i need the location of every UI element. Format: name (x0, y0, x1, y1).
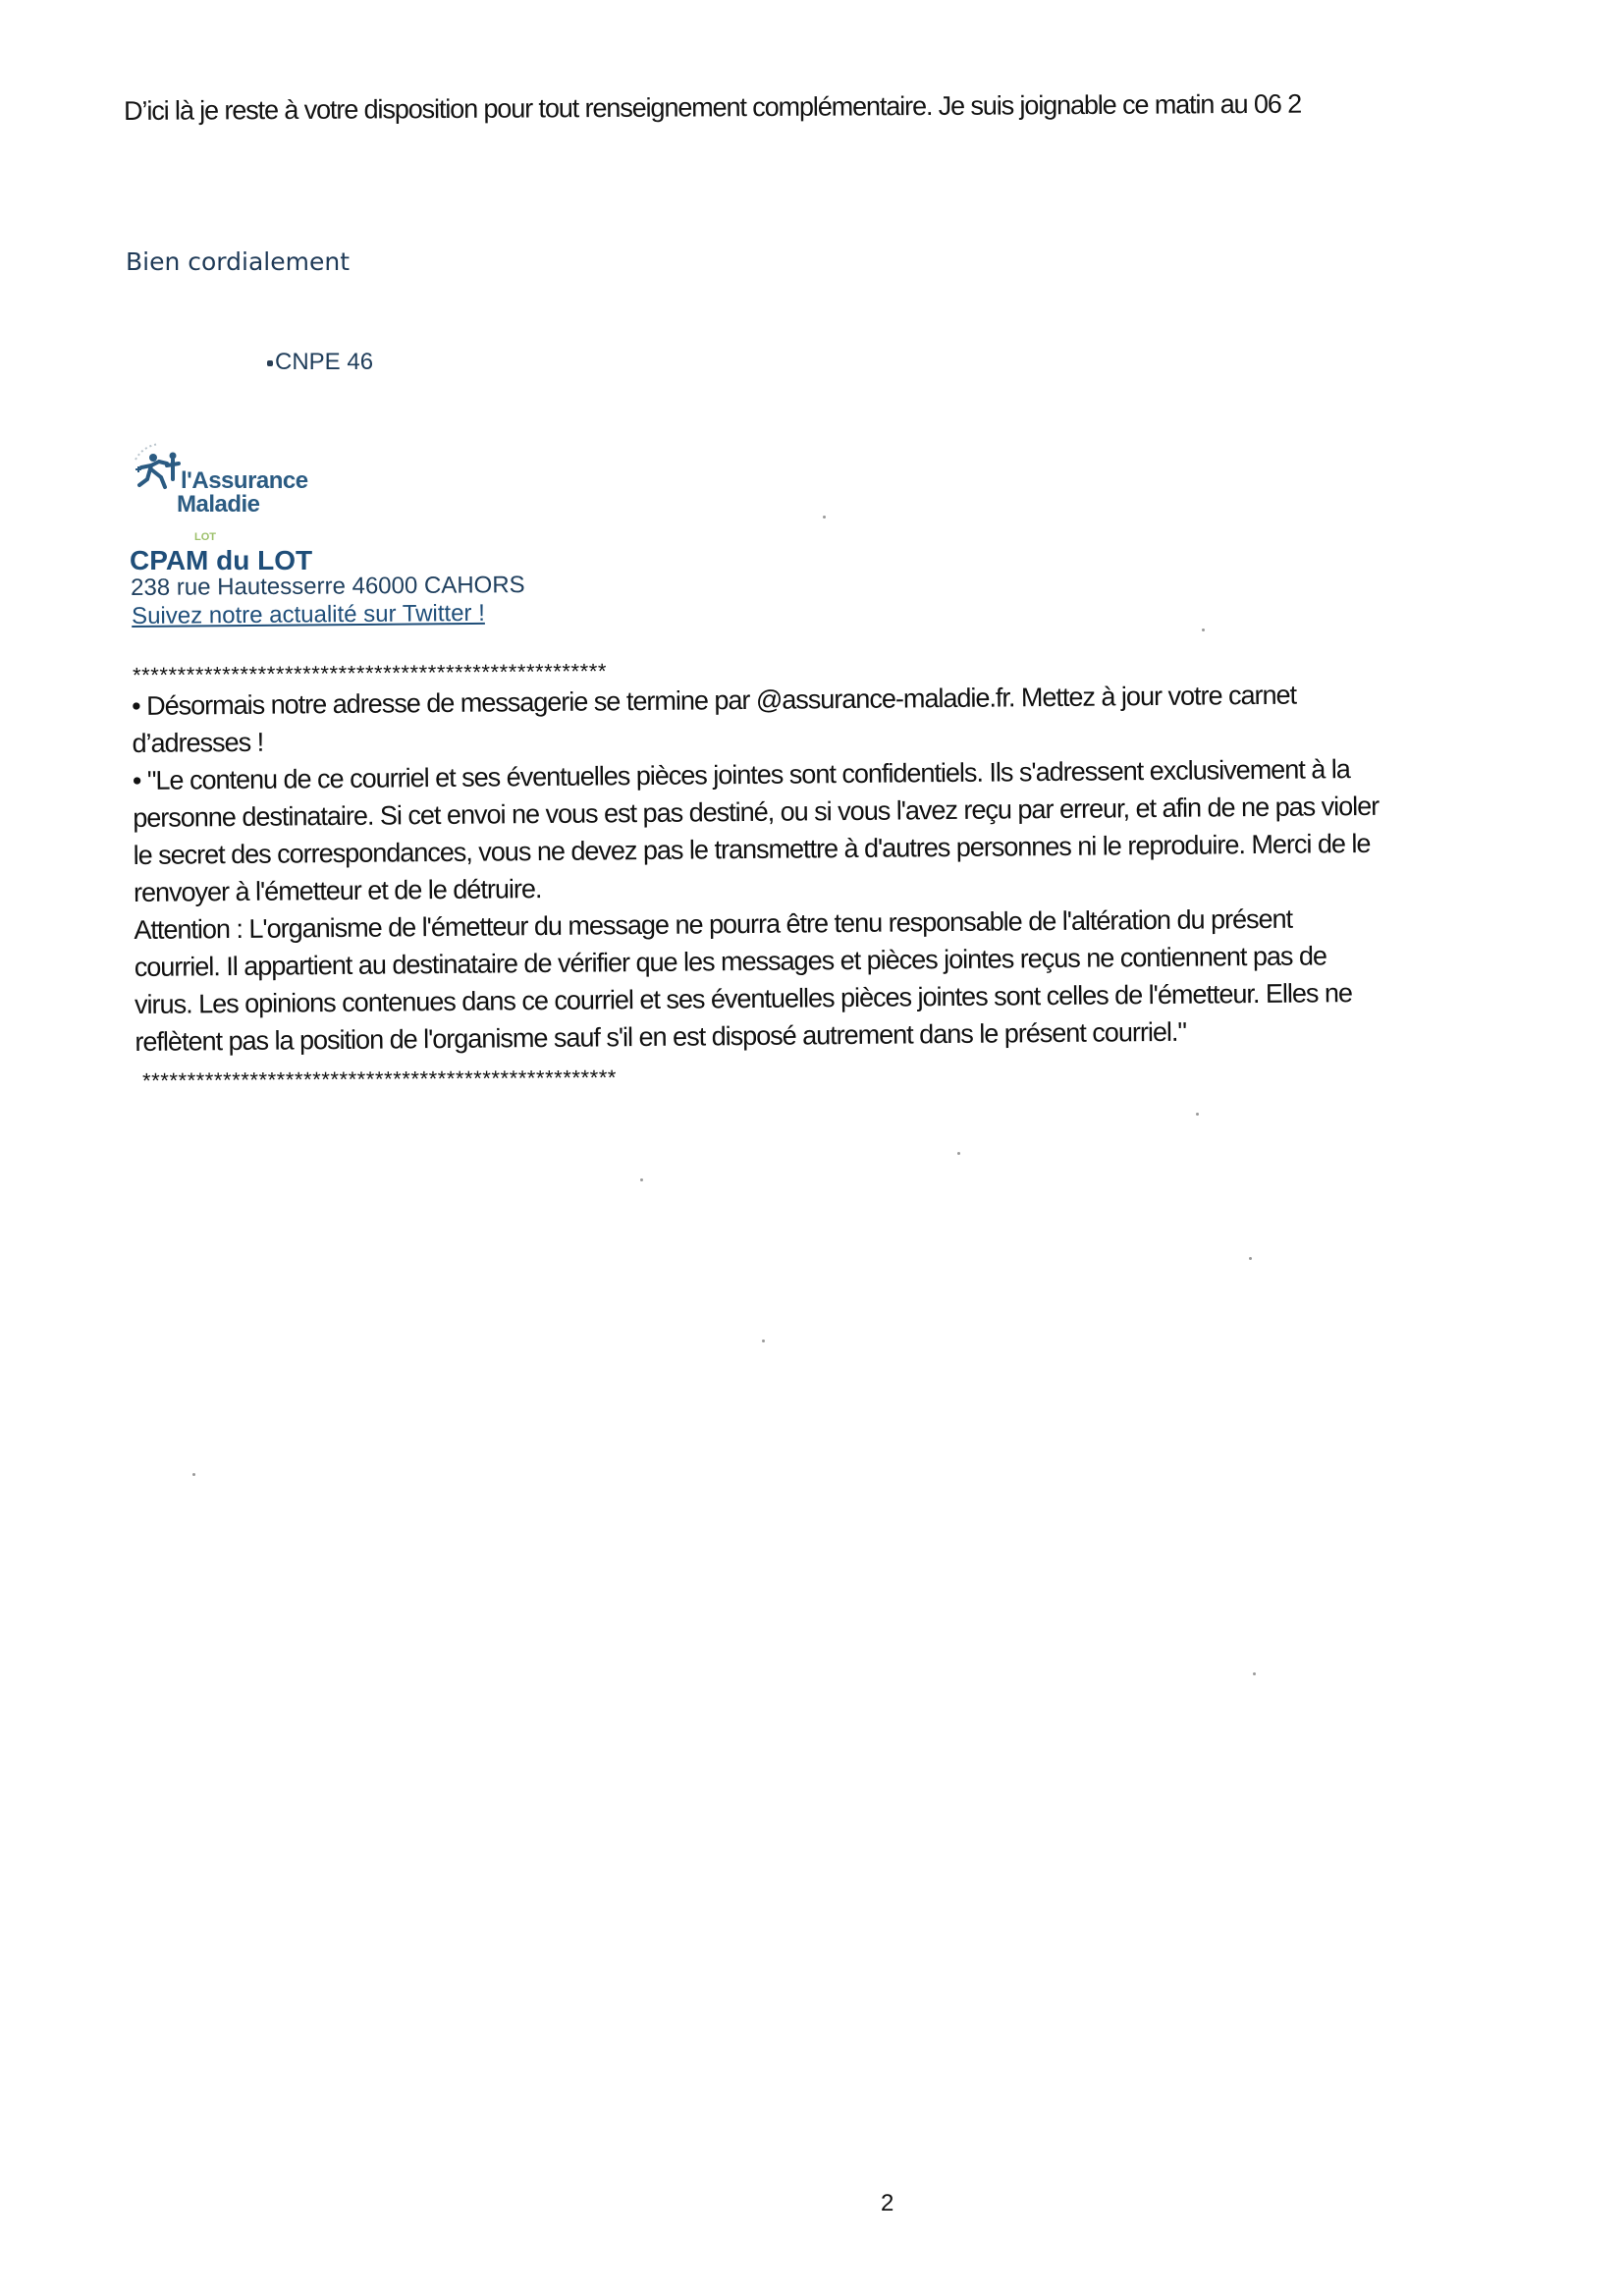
organization-name: CPAM du LOT (130, 545, 313, 575)
running-figures-icon (130, 440, 189, 499)
scan-speck (1253, 1672, 1256, 1675)
disclaimer-line: • "Le contenu de ce courriel et ses éventuelles pièces jointes sont confidentiels. Ils s'adressent exclusivement à la (132, 754, 1350, 795)
scan-speck (762, 1339, 765, 1342)
scan-speck (823, 516, 826, 519)
assurance-maladie-logo (130, 440, 346, 533)
disclaimer-line: renvoyer à l'émetteur et de le détruire. (133, 874, 542, 907)
logo-text-maladie: Maladie (177, 491, 260, 518)
separator-top: ***************************************************** (133, 658, 608, 687)
disclaimer-line: courriel. Il appartient au destinataire de vérifier que les messages et pièces jointes reçus ne contiennent pas de (134, 941, 1327, 982)
intro-paragraph: D’ici là je reste à votre disposition pour tout renseignement complémentaire. Je suis joignable ce matin au 06 2 (124, 88, 1302, 126)
disclaimer-line: le secret des correspondances, vous ne devez pas le transmettre à d'autres personnes ni le reproduire. Merci de le (133, 828, 1371, 870)
logo-region-label: LOT (194, 531, 216, 543)
scan-speck (1249, 1257, 1252, 1260)
disclaimer-line: reflètent pas la position de l'organisme sauf s'il en est disposé autrement dans le présent courriel." (135, 1016, 1187, 1057)
twitter-link[interactable]: Suivez notre actualité sur Twitter ! (132, 599, 485, 629)
closing-salutation: Bien cordialement (126, 247, 350, 276)
page-number: 2 (881, 2190, 894, 2216)
scan-speck (1196, 1113, 1199, 1116)
disclaimer-block (132, 674, 1569, 1061)
logo-text-assurance: l'Assurance (181, 467, 308, 494)
scan-speck (1202, 629, 1205, 631)
separator-bottom: ***************************************************** (142, 1065, 618, 1093)
disclaimer-line: Attention : L'organisme de l'émetteur du message ne pourra être tenu responsable de l'altération du présent (134, 903, 1293, 945)
disclaimer-line: • Désormais notre adresse de messagerie se termine par @assurance-maladie.fr. Mettez à jour votre carnet (132, 680, 1297, 721)
scan-smudge (267, 360, 273, 366)
disclaimer-line: virus. Les opinions contenues dans ce courriel et ses éventuelles pièces jointes sont celles de l'émetteur. Elles ne (134, 978, 1353, 1019)
scan-speck (957, 1152, 960, 1155)
signer-name-text: CNPE 46 (275, 349, 374, 375)
scan-speck (192, 1473, 195, 1476)
scan-speck (640, 1178, 643, 1181)
organization-address: 238 rue Hautesserre 46000 CAHORS (131, 572, 525, 601)
disclaimer-line: personne destinataire. Si cet envoi ne vous est pas destiné, ou si vous l'avez reçu par erreur, et afin de ne pas violer (133, 791, 1380, 833)
signer-name (267, 349, 373, 376)
disclaimer-line: d’adresses ! (132, 727, 264, 758)
